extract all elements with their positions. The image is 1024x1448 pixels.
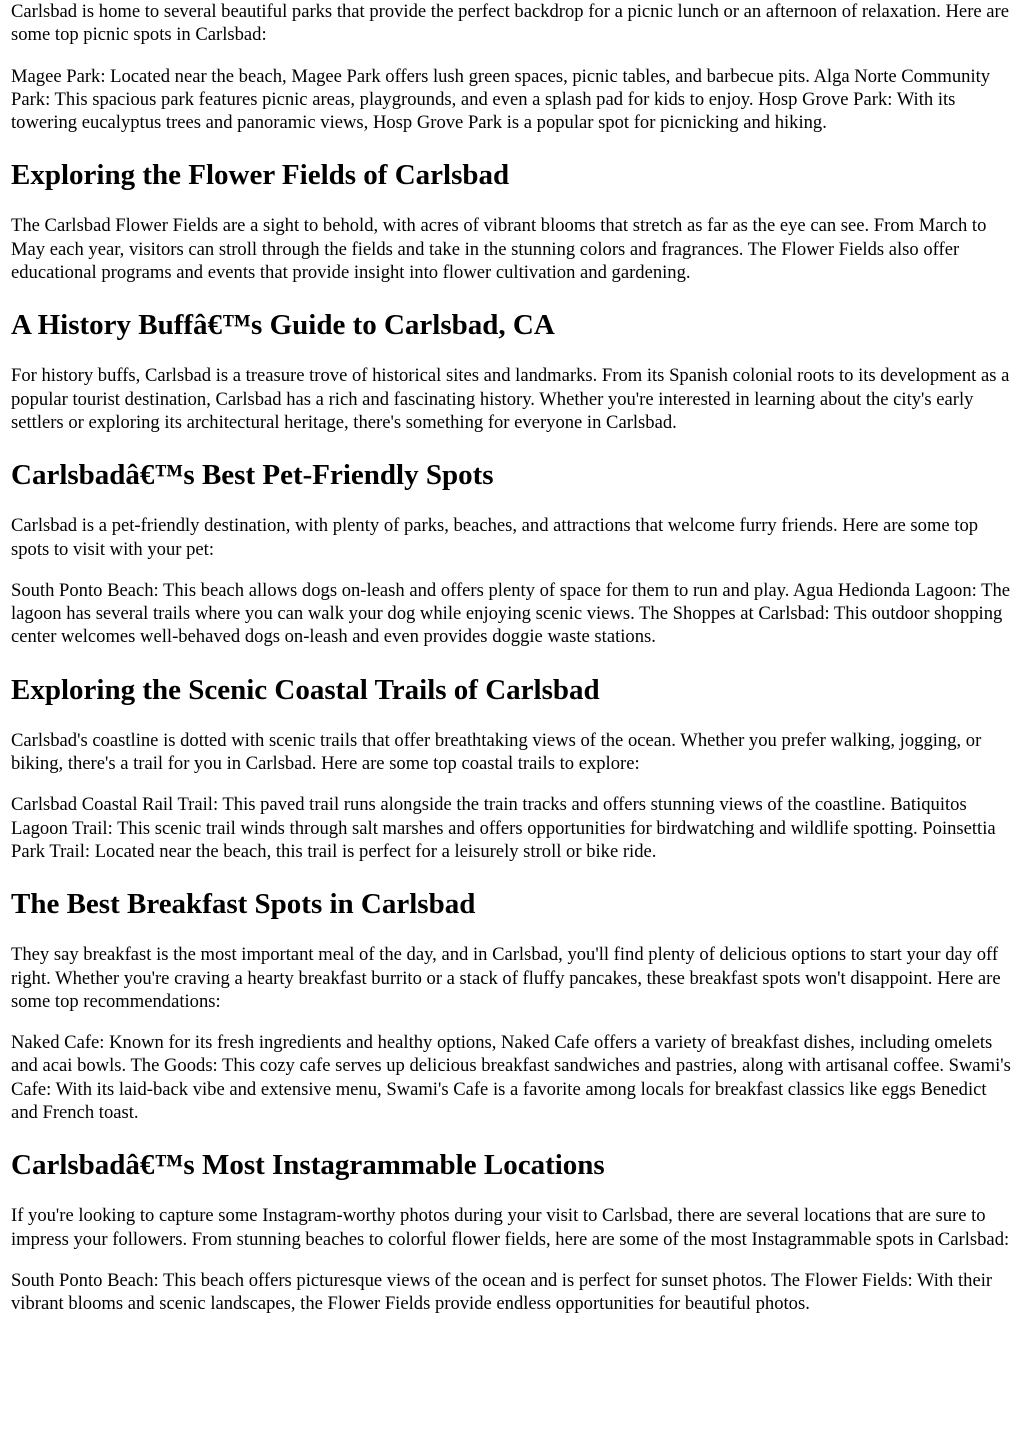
pet-friendly-spots-paragraph: South Ponto Beach: This beach allows dogs on-leash and offers plenty of space for them to run and play. Agua Hedionda Lagoon: The lagoon has several trails where you can walk your dog while enjoying scenic views. The Shoppes at Carlsbad: This outdoor shopping center welcomes well-behaved dogs on-leash and even provides doggie waste stations.	[11, 579, 1011, 648]
section-heading-coastal-trails: Exploring the Scenic Coastal Trails of Carlsbad	[11, 673, 600, 706]
intro-picnic-spots-paragraph: Magee Park: Located near the beach, Magee Park offers lush green spaces, picnic tables, and barbecue pits. Alga Norte Community Park: This spacious park features picnic areas, playgrounds, and even a splash pad for kids to enjoy. Hosp Grove Park: With its towering eucalyptus trees and panoramic views, Hosp Grove Park is a popular spot for picnicking and hiking.	[11, 65, 991, 134]
breakfast-intro-paragraph: They say breakfast is the most important meal of the day, and in Carlsbad, you'll find plenty of delicious options to start your day off right. Whether you're craving a hearty breakfast burrito or a stack of fluffy pancakes, these breakfast spots won't disappoint. Here are some top recommendations:	[11, 944, 1001, 1012]
history-paragraph: For history buffs, Carlsbad is a treasure trove of historical sites and landmarks. From its Spanish colonial roots to its development as a popular tourist destination, Carlsbad has a rich and fascinating history. Whether you're interested in learning about the city's early settlers or exploring its architectural heritage, there's something for everyone in Carlsbad.	[11, 365, 1010, 433]
breakfast-spots-paragraph: Naked Cafe: Known for its fresh ingredients and healthy options, Naked Cafe offers a variety of breakfast dishes, including omelets and acai bowls. The Goods: This cozy cafe serves up delicious breakfast sandwiches and pastries, along with artisanal coffee. Swami's Cafe: With its laid-back vibe and extensive menu, Swami's Cafe is a favorite among locals for breakfast classics like eggs Benedict and French toast.	[11, 1032, 1011, 1124]
intro-paragraph: Carlsbad is home to several beautiful parks that provide the perfect backdrop for a picnic lunch or an afternoon of relaxation. Here are some top picnic spots in Carlsbad:	[11, 1, 1009, 46]
section-heading-breakfast: The Best Breakfast Spots in Carlsbad	[11, 888, 476, 921]
pet-friendly-intro-paragraph: Carlsbad is a pet-friendly destination, with plenty of parks, beaches, and attractions that welcome furry friends. Here are some top spots to visit with your pet:	[11, 515, 979, 560]
section-heading-flower-fields: Exploring the Flower Fields of Carlsbad	[11, 159, 510, 192]
instagrammable-intro-paragraph: If you're looking to capture some Instagram-worthy photos during your visit to Carlsbad, there are several locations that are sure to impress your followers. From stunning beaches to colorful flower fields, here are some of the most Instagrammable spots in Carlsbad:	[11, 1205, 1010, 1250]
flower-fields-paragraph: The Carlsbad Flower Fields are a sight to behold, with acres of vibrant blooms that stretch as far as the eye can see. From March to May each year, visitors can stroll through the fields and take in the stunning colors and fragrances. The Flower Fields also offer educational programs and events that provide insight into flower cultivation and gardening.	[11, 215, 987, 284]
instagrammable-spots-paragraph: South Ponto Beach: This beach offers picturesque views of the ocean and is perfect for sunset photos. The Flower Fields: With their vibrant blooms and scenic landscapes, the Flower Fields provide endless opportunities for beautiful photos.	[11, 1269, 993, 1315]
section-heading-instagrammable: Carlsbadâ€™s Most Instagrammable Locations	[11, 1149, 605, 1182]
coastal-trails-list-paragraph: Carlsbad Coastal Rail Trail: This paved trail runs alongside the train tracks and offers stunning views of the coastline. Batiquitos Lagoon Trail: This scenic trail winds through salt marshes and offers opportunities for birdwatching and wildlife spotting. Poinsettia Park Trail: Located near the beach, this trail is perfect for a leisurely stroll or bike ride.	[11, 794, 996, 862]
coastal-trails-intro-paragraph: Carlsbad's coastline is dotted with scenic trails that offer breathtaking views of the ocean. Whether you prefer walking, jogging, or biking, there's a trail for you in Carlsbad. Here are some top coastal trails to explore:	[11, 729, 982, 775]
section-heading-history: A History Buffâ€™s Guide to Carlsbad, CA	[11, 309, 555, 342]
section-heading-pet-friendly: Carlsbadâ€™s Best Pet-Friendly Spots	[11, 459, 494, 492]
